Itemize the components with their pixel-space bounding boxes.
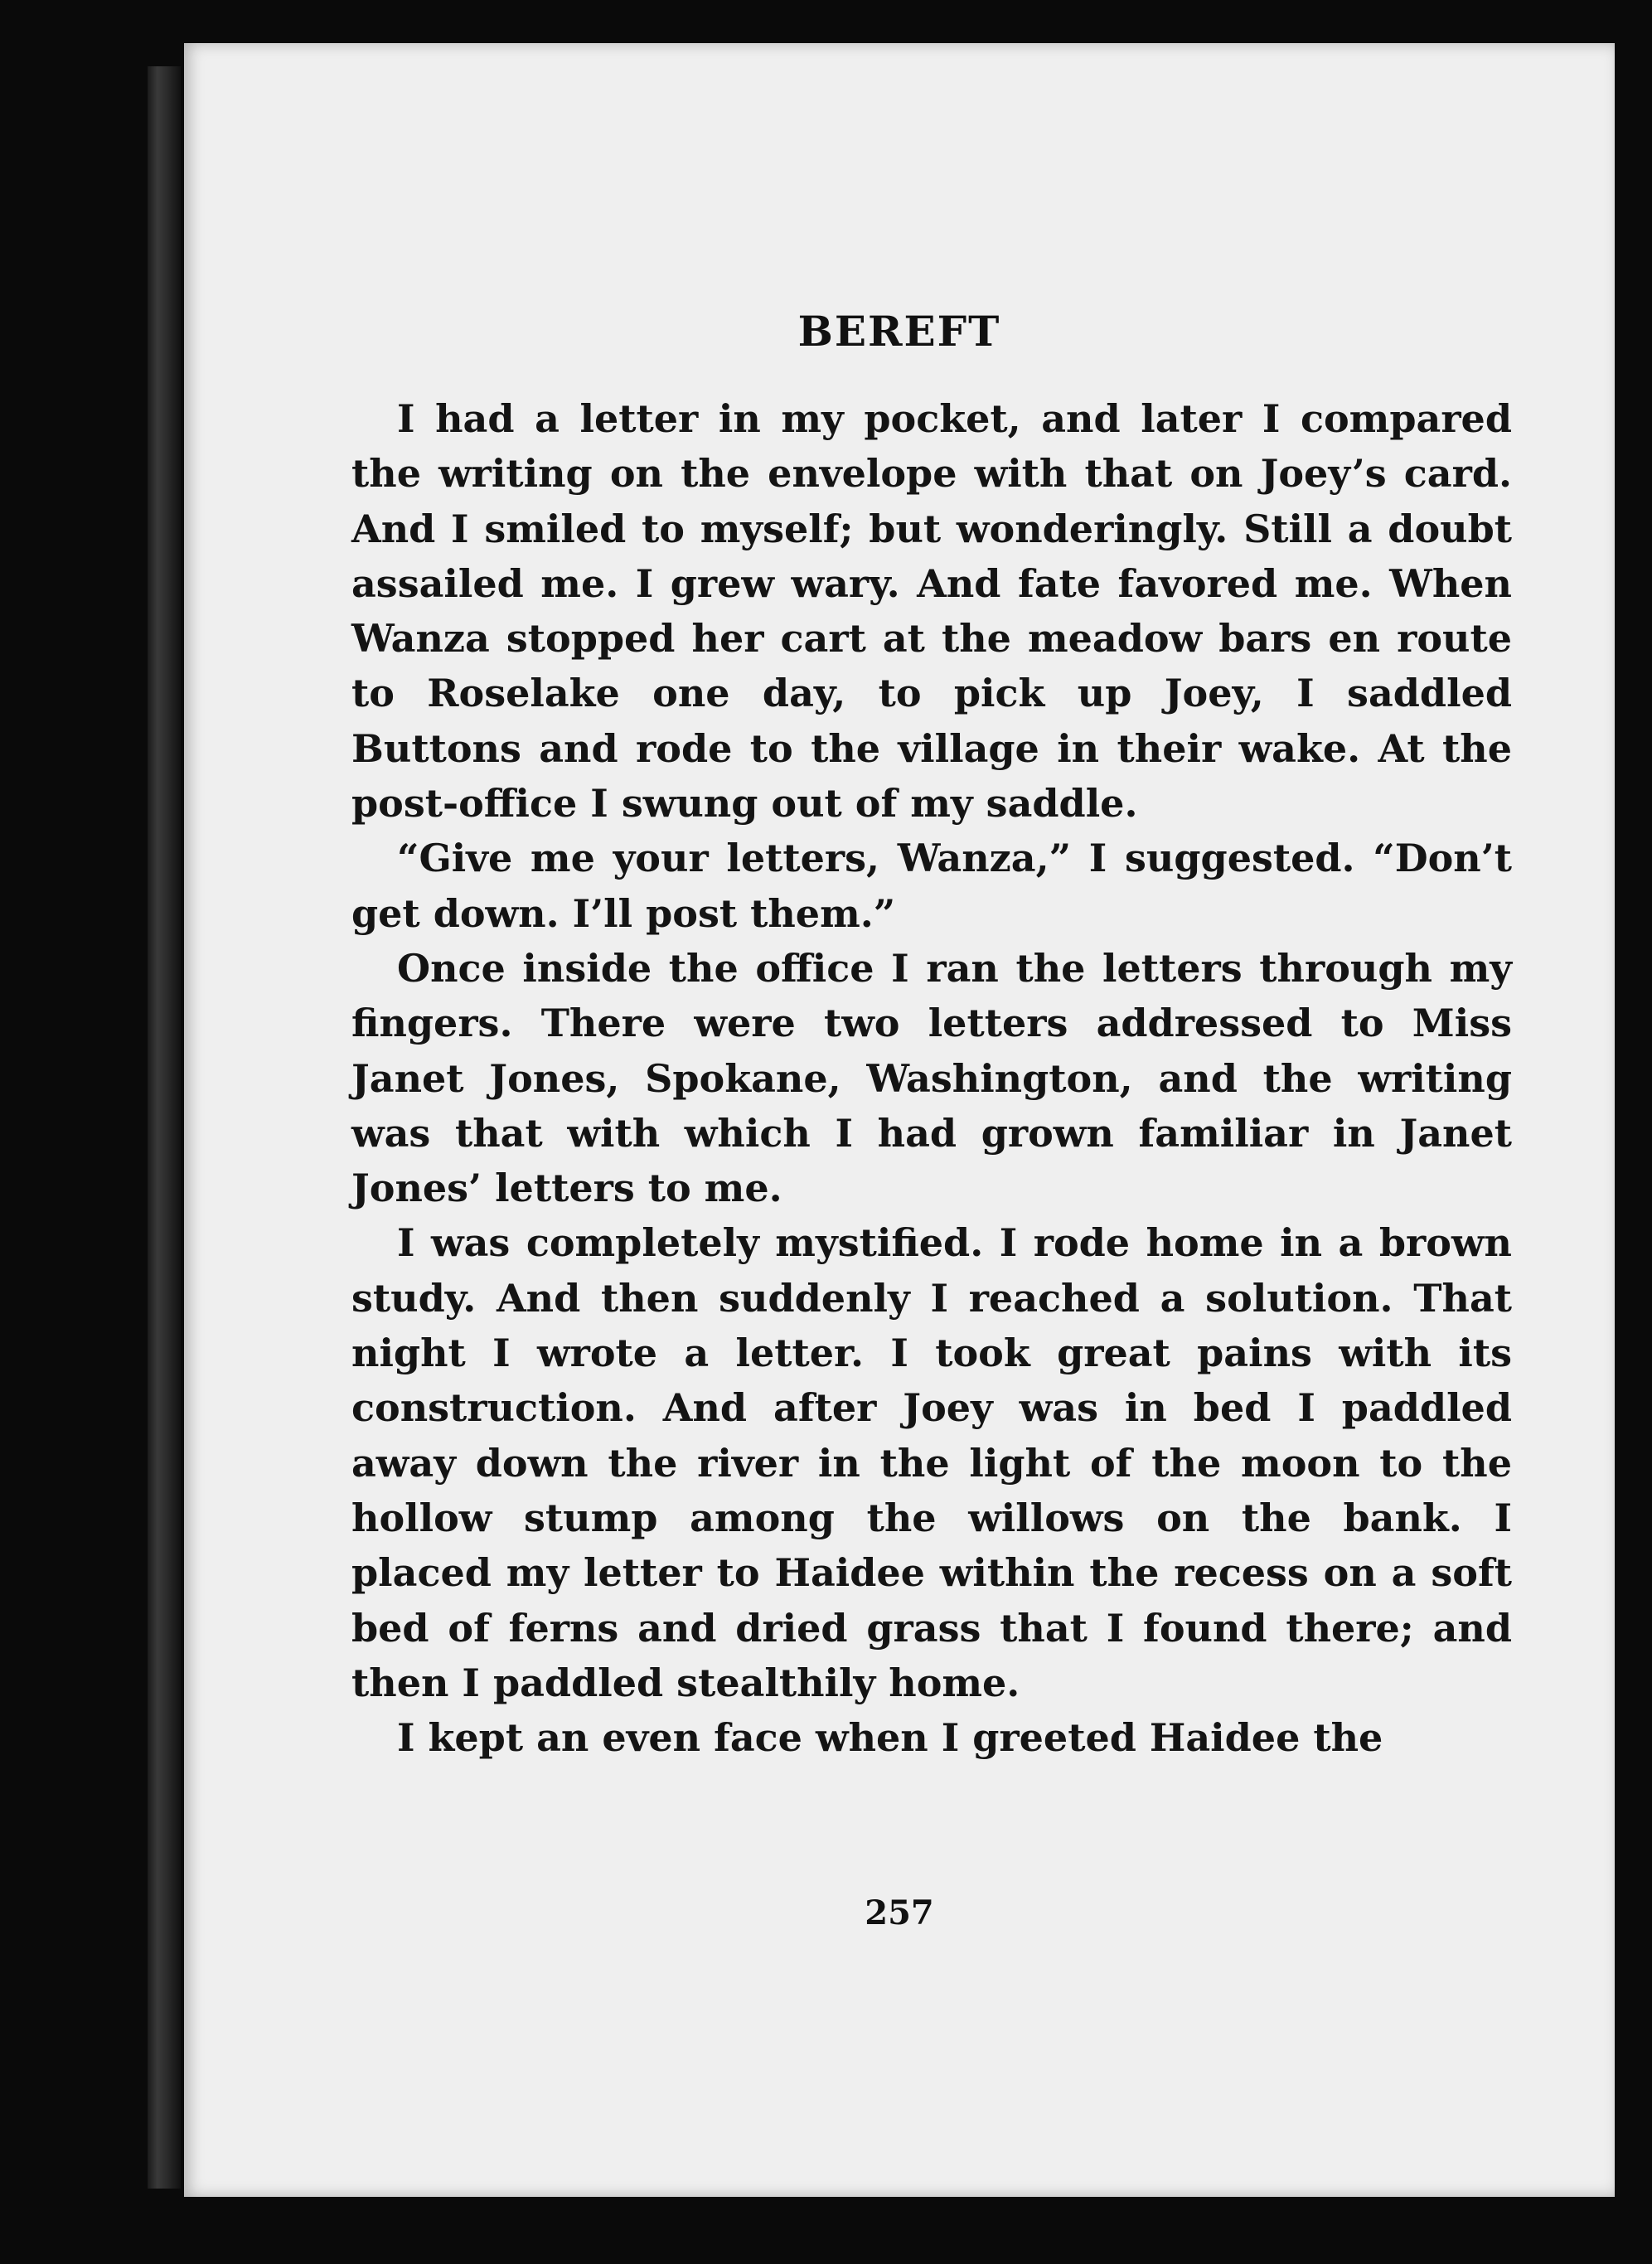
paragraph-4: I was completely mystified. I rode home in a brown study. And then suddenly I reached a solution. That night I wrote a letter. I took great pains with its construction. And after Joey was in bed I paddled away down the river in the light of the moon to the hollow stump among the willows on the bank. I placed my letter to Haidee within the recess on a soft bed of ferns and dried grass that I found there; and then I paddled stealthily home. (351, 1220, 1512, 1705)
book-spine (148, 66, 181, 2189)
paragraph-5: I kept an even face when I greeted Haidee the (397, 1715, 1383, 1761)
page-number: 257 (865, 1893, 934, 1932)
paragraph-3: Once inside the office I ran the letters through my fingers. There were two letters addressed to Miss Janet Jones, Spokane, Washington, and the writing was that with which I had grown familiar in Janet Jones’ letters to me. (351, 945, 1512, 1211)
page-sheet (184, 43, 1615, 2197)
paragraph-2: “Give me your letters, Wanza,” I suggested. “Don’t get down. I’ll post them.” (351, 836, 1512, 936)
paragraph-1: I had a letter in my pocket, and later I compared the writing on the envelope with that on Joey’s card. And I smiled to myself; but wonderingly. Still a doubt assailed me. I grew wary. And fate favored me. When Wanza stopped her cart at the meadow bars en route to Roselake one day, to pick up Joey, I saddled Buttons and rode to the village in their wake. At the post-office I swung out of my saddle. (351, 396, 1512, 827)
running-head: BEREFT (797, 307, 1001, 356)
body-text (351, 391, 1512, 1765)
